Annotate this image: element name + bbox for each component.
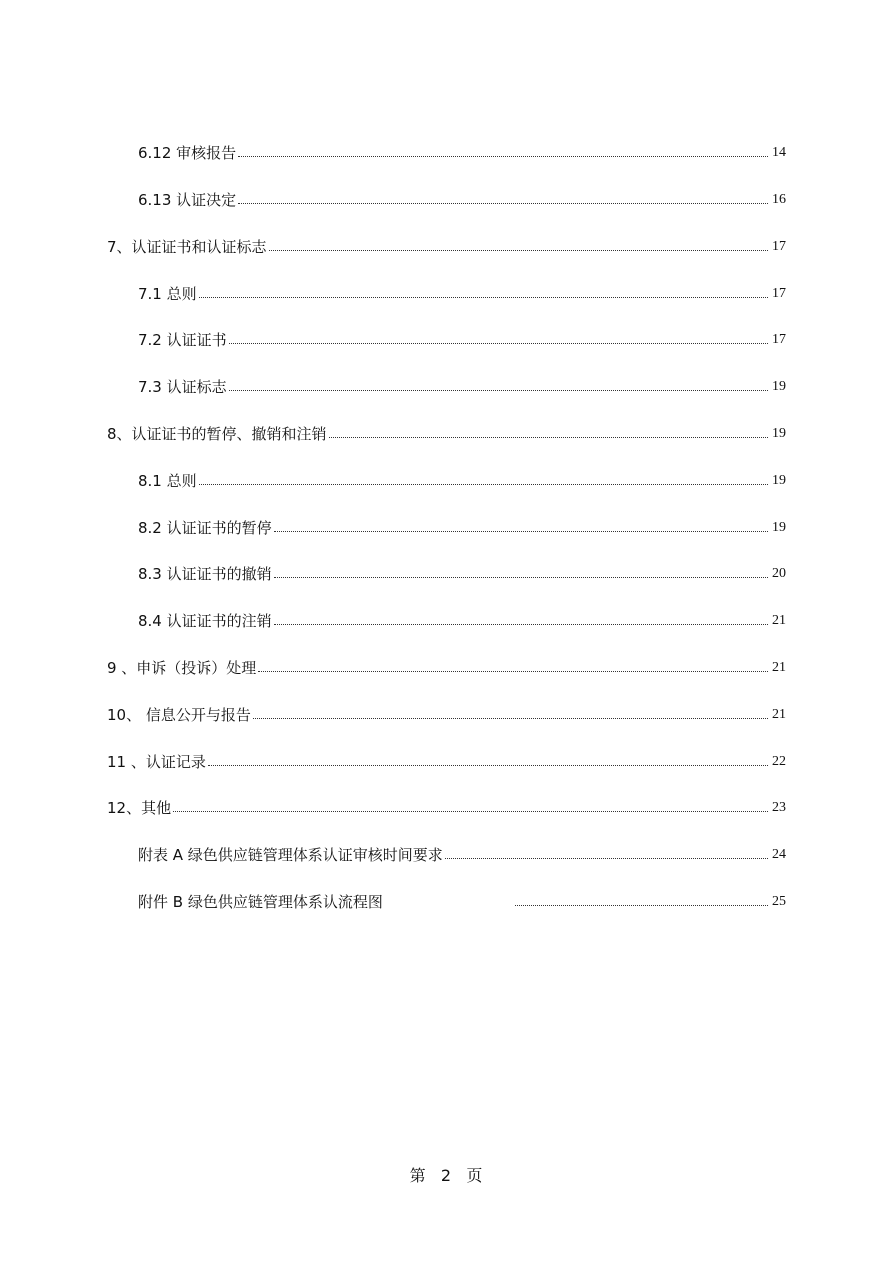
toc-entry-page: 19 xyxy=(772,520,786,535)
toc-entry-7-3[interactable] xyxy=(138,375,786,397)
toc-entry-page: 20 xyxy=(772,566,786,581)
toc-entry-title: 10、 信息公开与报告 xyxy=(107,706,251,724)
page-footer xyxy=(0,1165,892,1187)
toc-entry-page: 19 xyxy=(772,473,786,488)
toc-entry-title: 8.3 认证证书的撤销 xyxy=(138,565,272,583)
toc-entry-title: 附件 B 绿色供应链管理体系认流程图 xyxy=(138,893,383,911)
toc-entry-title: 8、认证证书的暂停、撤销和注销 xyxy=(107,425,327,443)
toc-entry-title: 7、认证证书和认证标志 xyxy=(107,238,267,256)
toc-entry-page: 19 xyxy=(772,379,786,394)
toc-entry-page: 19 xyxy=(772,426,786,441)
toc-dot-leader xyxy=(274,577,768,578)
toc-dot-leader xyxy=(258,671,768,672)
toc-entry-title: 6.13 认证决定 xyxy=(138,191,237,209)
toc-dot-leader xyxy=(274,531,768,532)
toc-entry-title: 11 、认证记录 xyxy=(107,753,206,771)
toc-entry-8[interactable] xyxy=(107,422,786,444)
toc-entry-page: 17 xyxy=(772,332,786,347)
toc-entry-7-1[interactable] xyxy=(138,282,786,304)
toc-entry-title: 8.4 认证证书的注销 xyxy=(138,612,272,630)
toc-entry-7[interactable] xyxy=(107,235,786,257)
toc-entry-title: 7.2 认证证书 xyxy=(138,331,227,349)
toc-entry-9[interactable] xyxy=(107,656,786,678)
toc-dot-leader xyxy=(199,297,768,298)
toc-dot-leader xyxy=(274,624,768,625)
toc-entry-page: 17 xyxy=(772,239,786,254)
toc-entry-page: 21 xyxy=(772,613,786,628)
toc-entry-8-2[interactable] xyxy=(138,516,786,538)
toc-entry-7-2[interactable] xyxy=(138,328,786,350)
page-number-suffix: 页 xyxy=(466,1166,483,1185)
toc-entry-title: 8.2 认证证书的暂停 xyxy=(138,519,272,537)
toc-entry-11[interactable] xyxy=(107,750,786,772)
toc-entry-title: 6.12 审核报告 xyxy=(138,144,237,162)
toc-entry-8-1[interactable] xyxy=(138,469,786,491)
page-number: 2 xyxy=(440,1166,452,1185)
toc-entry-page: 17 xyxy=(772,286,786,301)
toc-entry-page: 21 xyxy=(772,660,786,675)
toc-entry-title: 8.1 总则 xyxy=(138,472,197,490)
toc-entry-title: 9 、申诉（投诉）处理 xyxy=(107,659,257,677)
toc-entry-page: 14 xyxy=(772,145,786,160)
toc-dot-leader xyxy=(238,203,768,204)
toc-dot-leader xyxy=(238,156,768,157)
toc-entry-title: 7.3 认证标志 xyxy=(138,378,227,396)
toc-entry-title: 7.1 总则 xyxy=(138,285,197,303)
toc-dot-leader xyxy=(173,811,768,812)
toc-dot-leader xyxy=(253,718,768,719)
toc-dot-leader xyxy=(199,484,768,485)
toc-dot-leader xyxy=(229,343,768,344)
toc-entry-title: 附表 A 绿色供应链管理体系认证审核时间要求 xyxy=(138,846,443,864)
toc-entry-page: 24 xyxy=(772,847,786,862)
toc-entry-page: 23 xyxy=(772,800,786,815)
toc-entry-page: 25 xyxy=(772,894,786,909)
toc-entry-page: 16 xyxy=(772,192,786,207)
toc-entry-page: 21 xyxy=(772,707,786,722)
toc-entry-8-3[interactable] xyxy=(138,562,786,584)
toc-entry-10[interactable] xyxy=(107,703,786,725)
toc-entry-8-4[interactable] xyxy=(138,609,786,631)
toc-entry-title: 12、其他 xyxy=(107,799,172,817)
toc-entry-attachment-b[interactable] xyxy=(138,890,786,912)
toc-entry-page: 22 xyxy=(772,754,786,769)
toc-entry-12[interactable] xyxy=(107,796,786,818)
toc-entry-appendix-a[interactable] xyxy=(138,843,786,865)
toc-dot-leader xyxy=(515,905,768,906)
toc-dot-leader xyxy=(208,765,768,766)
toc-entry-6-13[interactable] xyxy=(138,188,786,210)
toc-dot-leader xyxy=(445,858,768,859)
page-number-prefix: 第 xyxy=(409,1166,426,1185)
toc-dot-leader xyxy=(229,390,768,391)
toc-dot-leader xyxy=(329,437,768,438)
toc-dot-leader xyxy=(269,250,768,251)
toc-entry-6-12[interactable] xyxy=(138,141,786,163)
